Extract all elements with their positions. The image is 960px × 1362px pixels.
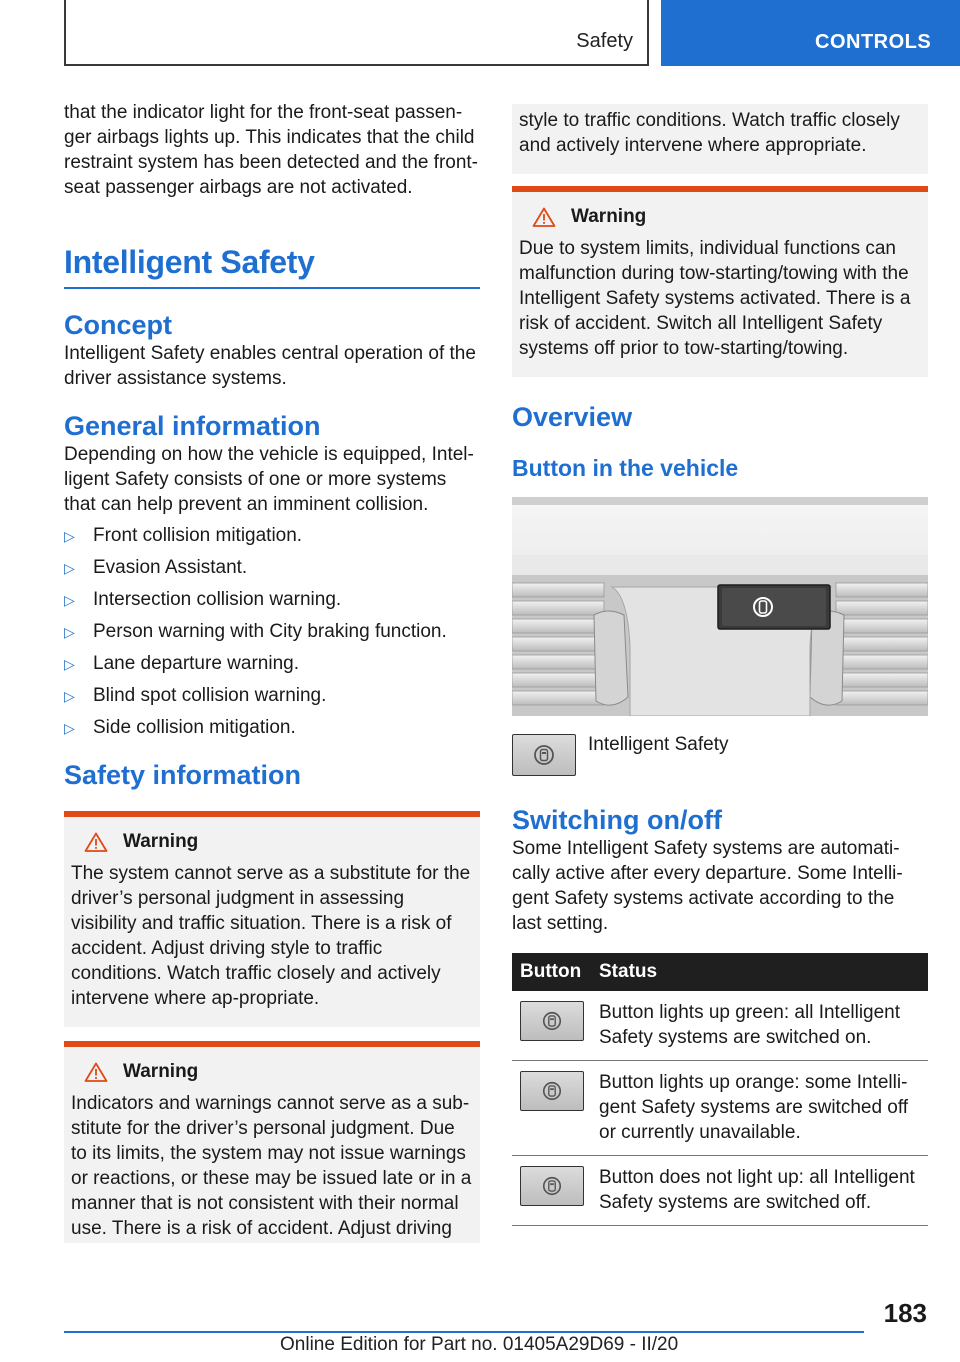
button-orange-icon	[520, 1071, 584, 1111]
header-chapter-tab	[661, 0, 960, 66]
warning-box	[64, 811, 480, 1027]
table-row	[512, 1156, 928, 1226]
systems-list	[64, 523, 480, 740]
intelligent-safety-button-icon	[512, 734, 576, 776]
table-row	[512, 991, 928, 1061]
warning-box	[64, 1041, 480, 1243]
table-header-status: Status	[591, 953, 928, 991]
page-number: 183	[883, 1298, 927, 1328]
general-info-paragraph: Depending on how the vehicle is equipped, Intel-ligent Safety consists of one or more systems that can help prevent an imminent collision.	[64, 444, 474, 515]
table-cell-status: Button lights up orange: some Intelli-gent Safety systems are switched off or currently unavailable.	[591, 1061, 928, 1156]
warning-text: Indicators and warnings cannot serve as a sub-stitute for the driver’s personal judgment. Due to its limits, the system may not issue warnings or reactions, or these may be issued late or in a manner that is not consistent with their normal use. There is a risk of accident. Adjust driving	[71, 1093, 472, 1239]
concept-paragraph: Intelligent Safety enables central operation of the driver assistance systems.	[64, 343, 476, 389]
triangle-bullet-icon: ▷	[64, 624, 75, 640]
warning-label: Warning	[123, 1061, 199, 1082]
header-section-title: Safety	[576, 30, 633, 52]
status-table	[512, 953, 928, 1226]
list-item: ▷ Lane departure warning.	[64, 651, 480, 676]
list-item: ▷ Side collision mitigation.	[64, 715, 480, 740]
left-column	[64, 100, 480, 1243]
switching-paragraph: Some Intelligent Safety systems are automati-cally active after every departure. Some Intelli-gent Safety systems activate according to the last setting.	[512, 838, 903, 934]
table-header-button: Button	[512, 953, 591, 991]
table-cell-status: Button does not light up: all Intelligent Safety systems are switched off.	[591, 1156, 928, 1226]
list-item: ▷ Evasion Assistant.	[64, 555, 480, 580]
warning-label: Warning	[571, 206, 647, 227]
general-info-heading: General information	[64, 411, 321, 441]
list-item: ▷ Intersection collision warning.	[64, 587, 480, 612]
button-photo	[512, 497, 928, 716]
warning-text: The system cannot serve as a substitute for the driver’s personal judgment in assessing visibility and traffic situation. There is a risk of accident. Adjust driving style to traffic conditions. Watch traffic closely and actively intervene where ap-propriate.	[71, 863, 471, 1009]
warning-continued-text: style to traffic conditions. Watch traffic closely and actively intervene where appropriate.	[519, 110, 900, 156]
triangle-bullet-icon: ▷	[64, 656, 75, 672]
footer-edition: Online Edition for Part no. 01405A29D69 - II/20	[280, 1334, 679, 1355]
triangle-bullet-icon: ▷	[64, 528, 75, 544]
warning-text: Due to system limits, individual functions can malfunction during tow-starting/towing with the Intelligent Safety systems activated. There is a risk of accident. Switch all Intelligent Safety systems off prior to tow-starting/towing.	[519, 238, 911, 359]
warning-label: Warning	[123, 831, 199, 852]
right-column	[512, 104, 928, 1226]
button-in-vehicle-heading: Button in the vehicle	[512, 455, 739, 481]
safety-info-heading: Safety information	[64, 760, 302, 790]
footer-divider	[64, 1331, 864, 1333]
table-row	[512, 1061, 928, 1156]
triangle-bullet-icon: ▷	[64, 720, 75, 736]
page-title: Intelligent Safety	[64, 244, 480, 289]
warning-continued-box	[512, 104, 928, 174]
intro-paragraph: that the indicator light for the front-seat passen-ger airbags lights up. This indicates that the child restraint system has been detected and the front-seat passenger airbags are not activated.	[64, 102, 479, 198]
triangle-bullet-icon: ▷	[64, 688, 75, 704]
button-caption-row	[512, 734, 928, 776]
concept-heading: Concept	[64, 310, 172, 340]
triangle-bullet-icon: ▷	[64, 560, 75, 576]
list-item: ▷ Blind spot collision warning.	[64, 683, 480, 708]
triangle-bullet-icon: ▷	[64, 592, 75, 608]
button-caption: Intelligent Safety	[588, 734, 729, 755]
overview-heading: Overview	[512, 402, 633, 432]
list-item: ▷ Front collision mitigation.	[64, 523, 480, 548]
table-cell-status: Button lights up green: all Intelligent Safety systems are switched on.	[591, 991, 928, 1061]
header-section-box	[64, 0, 649, 66]
button-green-icon	[520, 1001, 584, 1041]
switching-heading: Switching on/off	[512, 805, 722, 835]
warning-triangle-icon	[84, 1062, 108, 1082]
warning-triangle-icon	[532, 207, 556, 227]
button-off-icon	[520, 1166, 584, 1206]
header-chapter-title: CONTROLS	[815, 31, 932, 53]
warning-box	[512, 186, 928, 377]
warning-triangle-icon	[84, 832, 108, 852]
list-item: ▷ Person warning with City braking function.	[64, 619, 480, 644]
